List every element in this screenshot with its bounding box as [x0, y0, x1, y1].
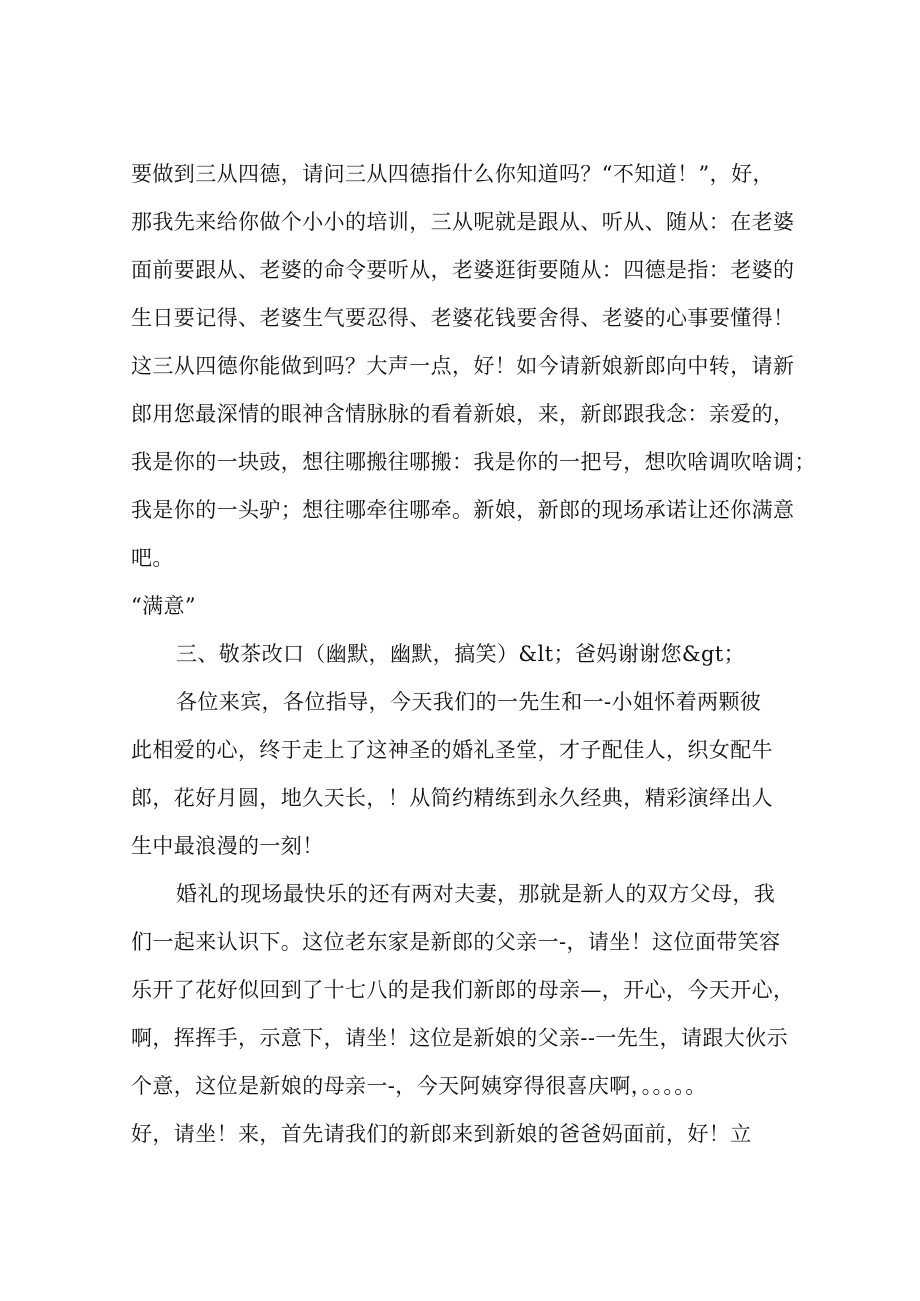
text-line-18: 乐开了花好似回到了十七八的是我们新郎的母亲—，开心，今天开心，	[131, 978, 795, 1002]
text-line-10: “满意”	[131, 594, 197, 618]
text-line-5: 这三从四德你能做到吗？大声一点，好！如今请新娘新郎向中转，请新	[131, 354, 795, 378]
text-line-15: 生中最浪漫的一刻！	[131, 834, 324, 858]
text-line-21: 好，请坐！来，首先请我们的新郎来到新娘的爸爸妈面前，好！立	[131, 1122, 752, 1146]
text-line-16: 婚礼的现场最快乐的还有两对夫妻，那就是新人的双方父母，我	[176, 882, 776, 906]
text-line-13: 此相爱的心，终于走上了这神圣的婚礼圣堂，才子配佳人，织女配牛	[131, 738, 773, 762]
text-line-6: 郎用您最深情的眼神含情脉脉的看着新娘，来，新郎跟我念：亲爱的，	[131, 402, 795, 426]
text-line-20: 个意，这位是新娘的母亲一-，今天阿姨穿得很喜庆啊，。。。。。	[131, 1074, 707, 1098]
text-line-17: 们一起来认识下。这位老东家是新郎的父亲一-，请坐！这位面带笑容	[131, 930, 781, 954]
text-line-2: 那我先来给你做个小小的培训，三从呢就是跟从、听从、随从：在老婆	[131, 210, 795, 234]
text-line-1: 要做到三从四德，请问三从四德指什么你知道吗？“不知道！”，好，	[131, 162, 774, 186]
section-heading: 三、敬茶改口（幽默，幽默，搞笑）&lt；爸妈谢谢您&gt；	[176, 642, 746, 666]
text-line-7: 我是你的一块豉，想往哪搬往哪搬：我是你的一把号，想吹啥调吹啥调；	[131, 450, 816, 474]
text-line-8: 我是你的一头驴；想往哪牵往哪牵。新娘，新郎的现场承诺让还你满意	[131, 498, 795, 522]
text-line-3: 面前要跟从、老婆的命令要听从，老婆逛街要随从：四德是指：老婆的	[131, 258, 795, 282]
text-line-4: 生日要记得、老婆生气要忍得、老婆花钱要舍得、老婆的心事要懂得！	[131, 306, 795, 330]
text-line-19: 啊，挥挥手，示意下，请坐！这位是新娘的父亲--一先生，请跟大伙示	[131, 1026, 788, 1050]
text-line-9: 吧。	[131, 546, 174, 570]
text-line-14: 郎，花好月圆，地久天长，！从简约精练到永久经典，精彩演绎出人	[131, 786, 773, 810]
text-line-12: 各位来宾，各位指导，今天我们的一先生和一-小姐怀着两颗彼	[176, 690, 762, 714]
